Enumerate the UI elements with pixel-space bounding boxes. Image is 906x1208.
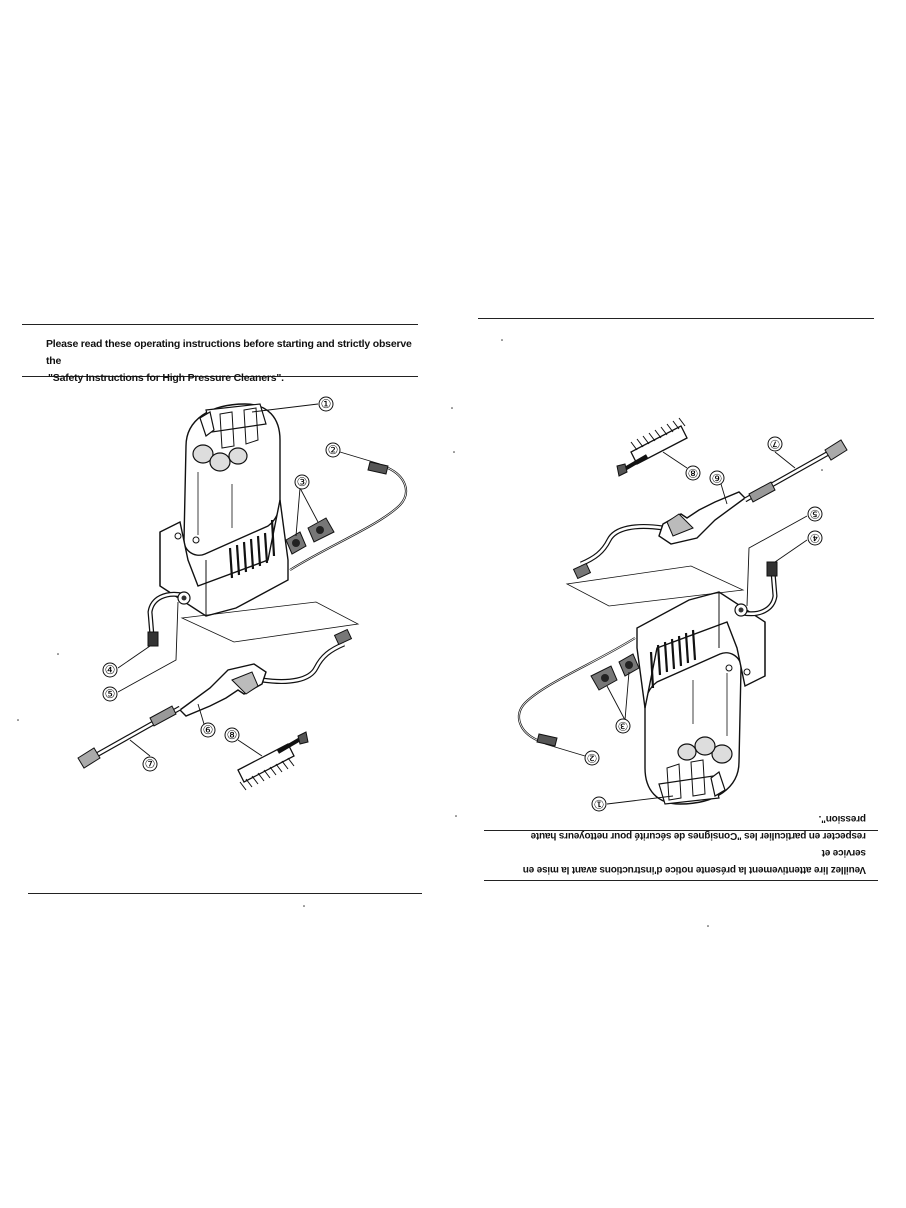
callout-8-left: ⑧ [226,728,238,742]
callout-5-right: ⑤ [809,507,821,521]
instructions-line-1: Please read these operating instructions before starting and strictly observe the [46,338,412,367]
callout-3-right: ③ [617,719,629,733]
callout-6-right: ⑥ [711,471,723,485]
callout-2-left: ② [327,443,339,457]
instructions-line-2: "Safety Instructions for High Pressure Cleaners". [48,372,284,384]
callout-4-left: ④ [104,663,116,677]
instructions-fr-line-2: respecter en particulier les "Consignes de sécurité pour nettoyeurs haute pression". [530,813,866,841]
callout-4-right: ④ [809,531,821,545]
callout-6-left: ⑥ [202,723,214,737]
callout-7-left: ⑦ [144,757,156,771]
callout-2-right: ② [586,751,598,765]
callout-7-right: ⑦ [769,437,781,451]
callout-5-left: ⑤ [104,687,116,701]
instructions-fr-line-1: Veuillez lire attentivement la présente notice d'instructions avant la mise en service et [522,847,866,875]
callout-1-right: ① [593,797,605,811]
callout-3-left: ③ [296,475,308,489]
callout-1-left: ① [320,397,332,411]
callout-8-right: ⑧ [687,466,699,480]
